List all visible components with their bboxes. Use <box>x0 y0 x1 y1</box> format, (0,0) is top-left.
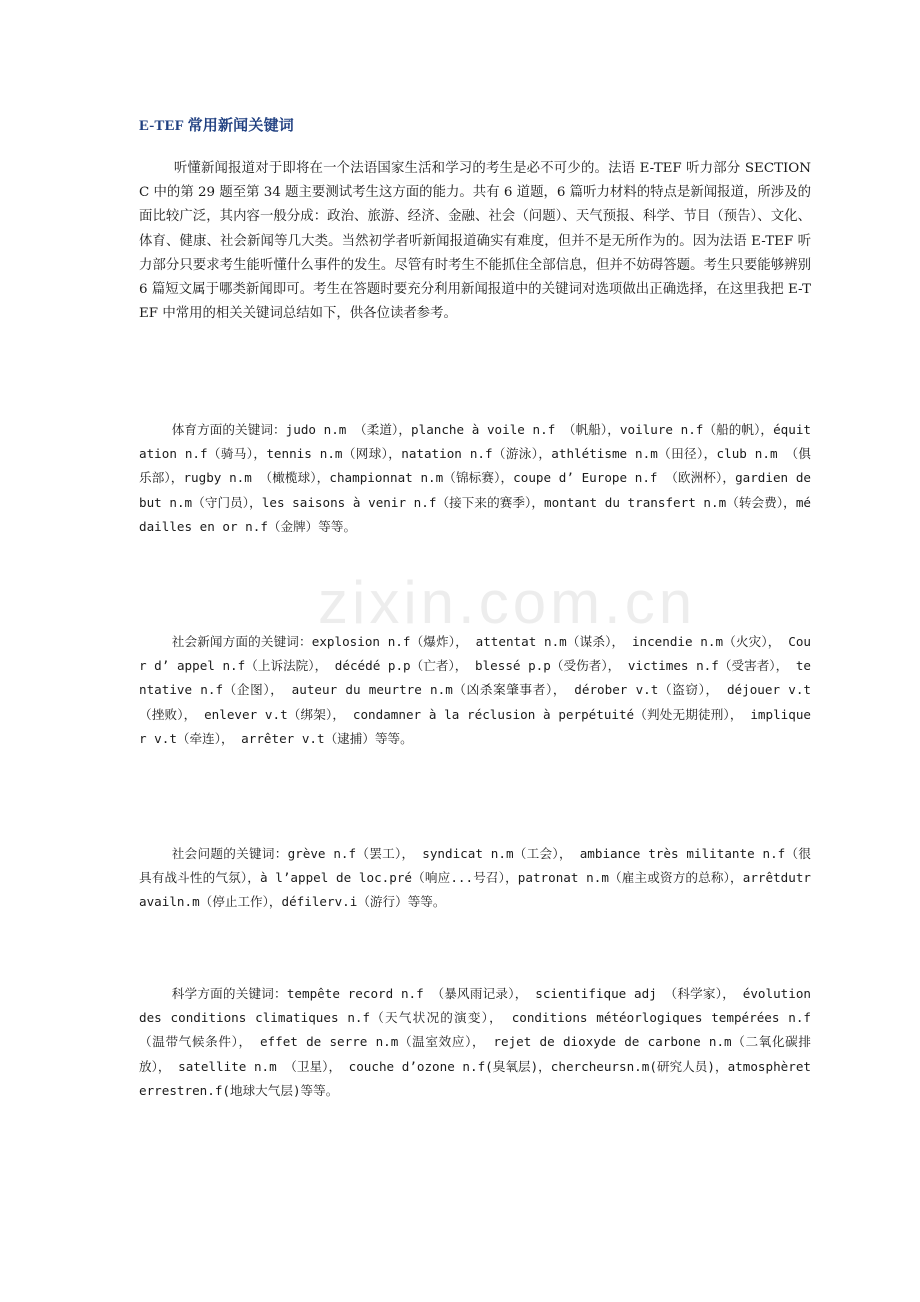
society-news-keywords-paragraph: 社会新闻方面的关键词：explosion n.f（爆炸）， attentat n.m（谋杀）， incendie n.m（火灾）， Cour d’ appel n.f（上诉法院）， décédé p.p（亡者）， blessé p.p（受伤者）， victimes n.f（受害者）， tentative n.f（企图）， auteur du meurtre n.m（凶杀案肇事者）， dérober v.t（盗窃）， déjouer v.t（挫败）， enlever v.t（绑架）， condamner à la réclusion à perpétuité（判处无期徒刑）， impliquer v.t（牵连）， arrêter v.t（逮捕）等等。 <box>139 634 811 746</box>
document-title: E-TEF 常用新闻关键词 <box>139 118 294 134</box>
intro-paragraph: 听懂新闻报道对于即将在一个法语国家生活和学习的考生是必不可少的。法语 E-TEF 听力部分 SECTIONC 中的第 29 题至第 34 题主要测试考生这方面的能力。共有 6 道题，6 篇听力材料的特点是新闻报道，所涉及的面比较广泛，其内容一般分成：政治、旅游、经济、金融、社会（问题）、天气预报、科学、节目（预告）、文化、体育、健康、社会新闻等几大类。当然初学者听新闻报道确实有难度，但并不是无所作为的。因为法语 E-TEF 听力部分只要求考生能听懂什么事件的发生。尽管有时考生不能抓住全部信息，但并不妨碍答题。考生只要能够辨别 6 篇短文属于哪类新闻即可。考生在答题时要充分利用新闻报道中的关键词对选项做出正确选择，在这里我把 E-TEF 中常用的相关关键词总结如下，供各位读者参考。 <box>139 161 811 322</box>
science-keywords-paragraph: 科学方面的关键词：tempête record n.f （暴风雨记录）， scientifique adj （科学家）， évolution des conditions climatiques n.f（天气状况的演变）， conditions météorlogiques tempérées n.f （温带气候条件）， effet de serre n.m（温室效应）， rejet de dioxyde de carbone n.m（二氧化碳排放）， satellite n.m （卫星）， couche d’ozone n.f(臭氧层)，chercheursn.m(研究人员)，atmosphèreterrestren.f(地球大气层)等等。 <box>139 986 811 1098</box>
sport-keywords-paragraph: 体育方面的关键词：judo n.m （柔道），planche à voile n.f （帆船），voilure n.f（船的帆），équitation n.f（骑马），tennis n.m（网球），natation n.f（游泳），athlétisme n.m（田径），club n.m （俱乐部），rugby n.m （橄榄球），championnat n.m（锦标赛），coupe d’ Europe n.f （欧洲杯），gardien de but n.m（守门员），les saisons à venir n.f（接下来的赛季），montant du transfert n.m（转会费），médailles en or n.f（金牌）等等。 <box>139 422 811 534</box>
social-issues-keywords-paragraph: 社会问题的关键词：grève n.f（罢工）， syndicat n.m（工会）， ambiance très militante n.f（很具有战斗性的气氛），à l’appel de loc.pré（响应...号召），patronat n.m（雇主或资方的总称），arrêtdutravailn.m（停止工作），défilerv.i（游行）等等。 <box>139 846 811 910</box>
watermark: zixin.com.cn <box>318 569 697 636</box>
